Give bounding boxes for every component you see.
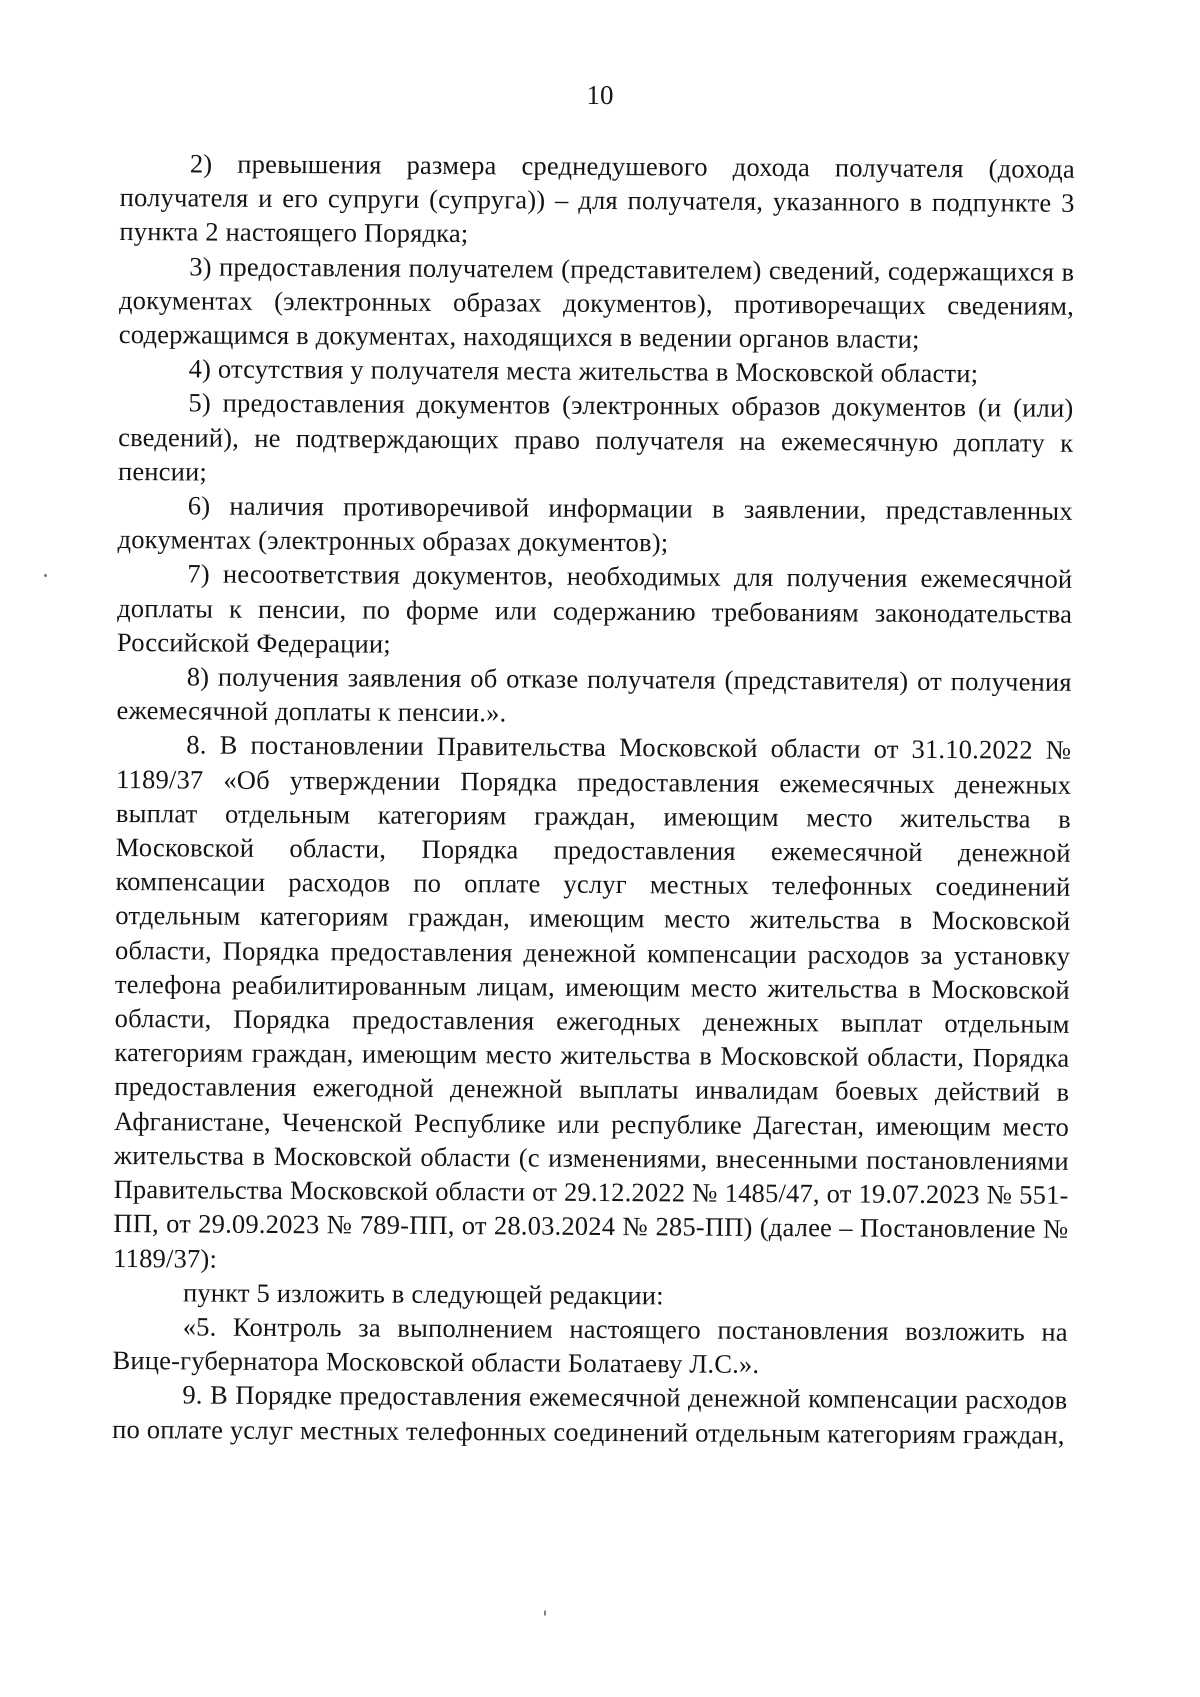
paragraph-item-4: 4) отсутствия у получателя места жительства в Московской области; xyxy=(188,353,979,389)
paragraph-item-7: 7) несоответствия документов, необходимых для получения ежемесячной доплаты к пенсии, по форме или содержанию требованиям законодательства Российской Федерации; xyxy=(116,558,1073,659)
paragraph-section-8: 8. В постановлении Правительства Московской области от 31.10.2022 № 1189/37 «Об утверждении Порядка предоставления ежемесячных денежных выплат отдельным категориям граждан, имеющим место жительства в Московской области, Порядка предоставления ежемесячной денежной компенсации расходов по оплате услуг местных телефонных соединений отдельным категориям граждан, имеющим место жительства в Московской области, Порядка предоставления денежной компенсации расходов за установку телефона реабилитированным лицам, имеющим место жительства в Московской области, Порядка предоставления ежегодных денежных выплат отдельным категориям граждан, имеющим место жительства в Московской области, Порядка предоставления ежегодной денежной выплаты инвалидам боевых действий в Афганистане, Чеченской Республике или республике Дагестан, имеющим место жительства в Московской области (с изменениями, внесенными постановлениями Правительства Московской области от 29.12.2022 № 1485/47, от 19.07.2023 № 551-ПП, от 29.09.2023 № 789-ПП, от 28.03.2024 № 285-ПП) (далее – Постановление № 1189/37): xyxy=(113,729,1072,1274)
paragraph-section-9: 9. В Порядке предоставления ежемесячной денежной компенсации расходов по оплате услуг местных телефонных соединений отдельным категориям граждан, xyxy=(112,1379,1068,1450)
scan-speck xyxy=(44,574,47,577)
paragraph-point-5-text: «5. Контроль за выполнением настоящего постановления возложить на Вице-губернатора Московской области Болатаеву Л.С.». xyxy=(112,1311,1068,1380)
paragraph-item-6: 6) наличия противоречивой информации в заявлении, представленных документах (электронных образах документов); xyxy=(117,490,1073,558)
paragraph-point-5-intro: пункт 5 изложить в следующей редакции: xyxy=(182,1277,664,1311)
paragraph-item-3: 3) предоставления получателем (представителем) сведений, содержащихся в документах (электронных образах документов), противоречащих сведениям, содержащимся в документах, находящихся в ведении органов власти; xyxy=(118,251,1075,354)
scan-speck xyxy=(544,1610,546,1616)
paragraph-item-5: 5) предоставления документов (электронных образов документов (и (или) сведений), не подтверждающих право получателя на ежемесячную доплату к пенсии; xyxy=(117,387,1074,487)
page-number: 10 xyxy=(586,80,614,110)
document-body xyxy=(112,146,1075,1452)
paragraph-item-8: 8) получения заявления об отказе получателя (представителя) от получения ежемесячной доплаты к пенсии.». xyxy=(116,661,1072,728)
paragraph-item-2: 2) превышения размера среднедушевого дохода получателя (дохода получателя и его супруги (супруга)) – для получателя, указанного в подпункте 3 пункта 2 настоящего Порядка; xyxy=(119,148,1075,249)
